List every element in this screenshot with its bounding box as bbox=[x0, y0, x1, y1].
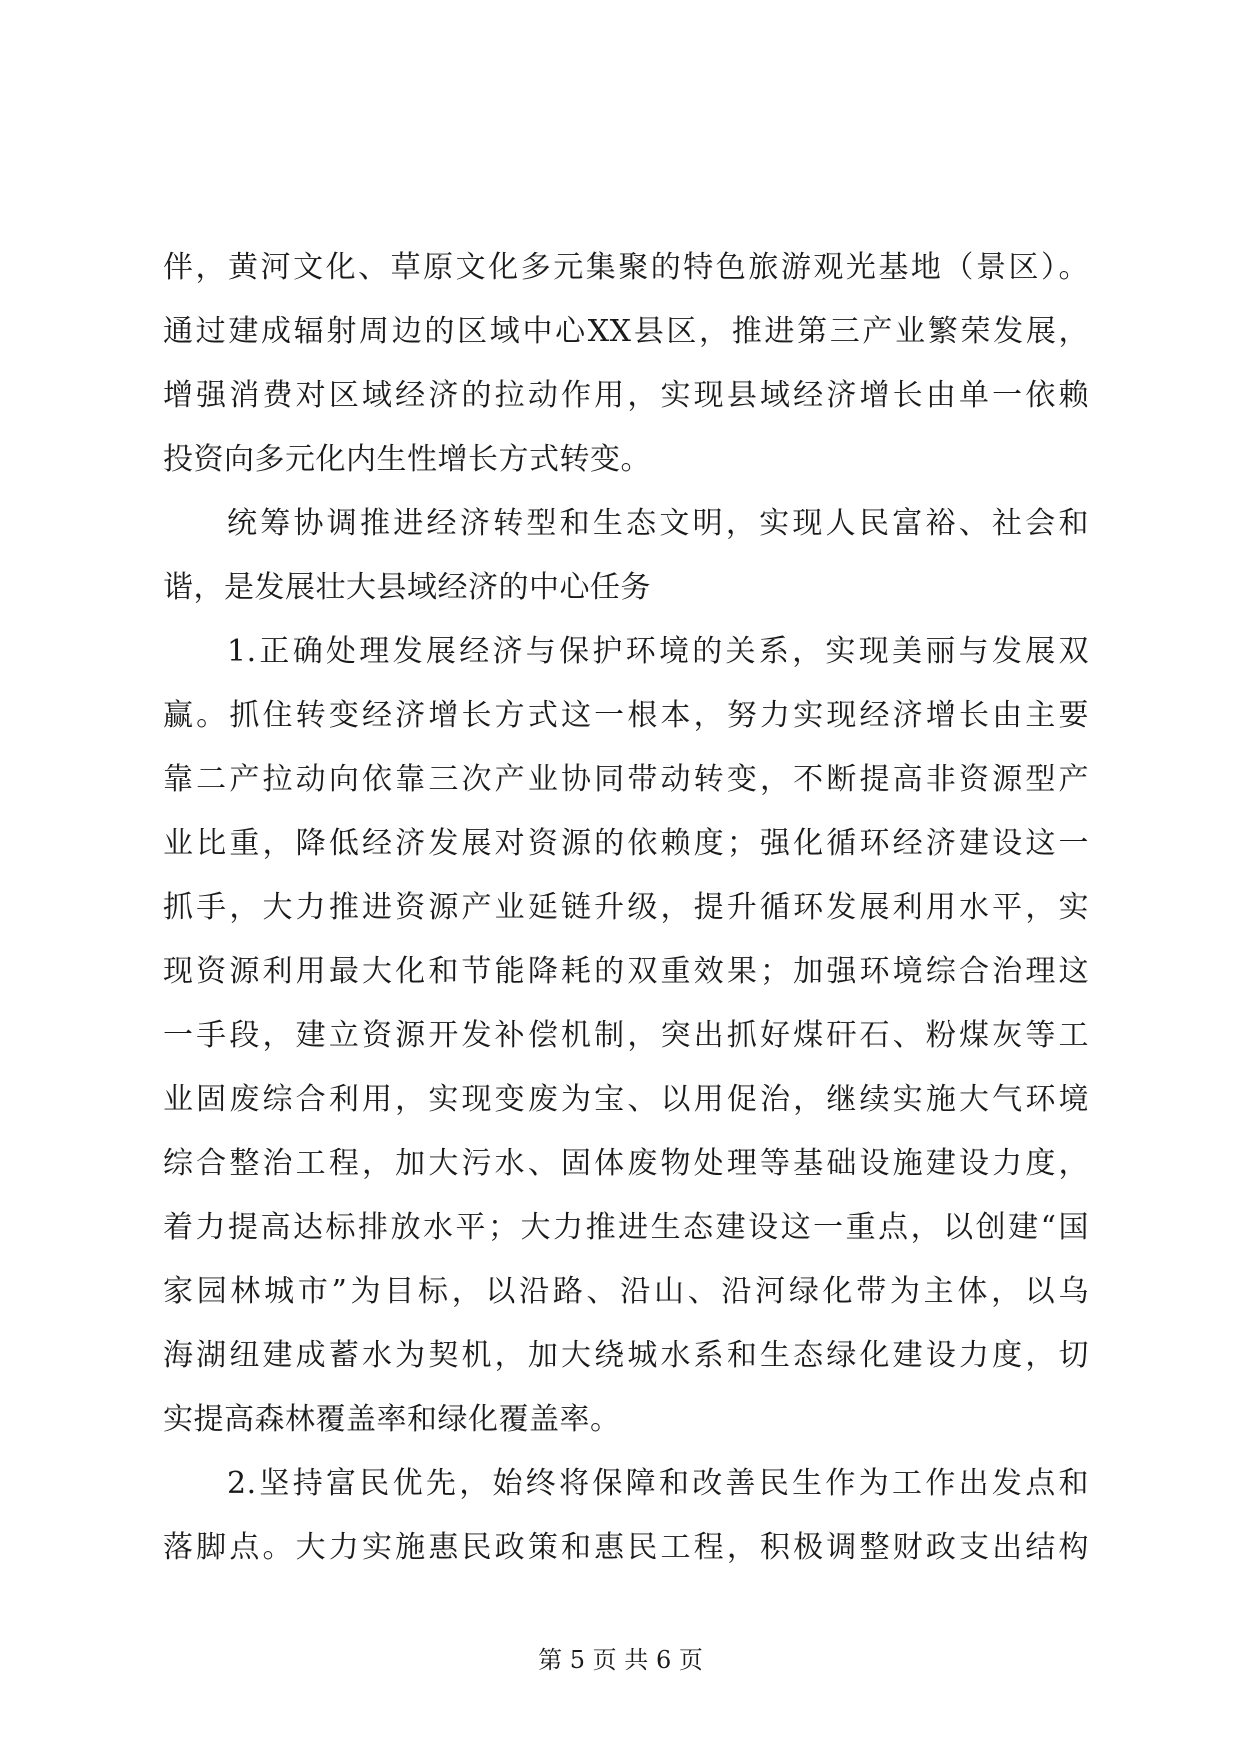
text-line: 统筹协调推进经济转型和生态文明，实现人民富裕、社会和 bbox=[227, 506, 1089, 541]
text-line: 家园林城市”为目标，以沿路、沿山、沿河绿化带为主体，以乌 bbox=[163, 1274, 1089, 1309]
text-line: 靠二产拉动向依靠三次产业协同带动转变，不断提高非资源型产 bbox=[163, 762, 1089, 797]
text-line: 业比重，降低经济发展对资源的依赖度；强化循环经济建设这一 bbox=[163, 826, 1089, 861]
text-line: 增强消费对区域经济的拉动作用，实现县域经济增长由单一依赖 bbox=[163, 378, 1089, 413]
text-line: 伴，黄河文化、草原文化多元集聚的特色旅游观光基地（景区）。 bbox=[163, 250, 1089, 285]
text-line: 通过建成辐射周边的区域中心XX县区，推进第三产业繁荣发展， bbox=[163, 314, 1089, 349]
text-line: 谐，是发展壮大县域经济的中心任务 bbox=[163, 570, 651, 605]
body-text bbox=[163, 236, 1089, 1580]
text-line: 现资源利用最大化和节能降耗的双重效果；加强环境综合治理这 bbox=[163, 954, 1089, 989]
text-line: 2.坚持富民优先，始终将保障和改善民生作为工作出发点和 bbox=[227, 1466, 1089, 1501]
text-line: 综合整治工程，加大污水、固体废物处理等基础设施建设力度， bbox=[163, 1146, 1089, 1181]
text-line: 业固废综合利用，实现变废为宝、以用促治，继续实施大气环境 bbox=[163, 1082, 1089, 1117]
text-line: 实提高森林覆盖率和绿化覆盖率。 bbox=[163, 1402, 621, 1437]
text-line: 一手段，建立资源开发补偿机制，突出抓好煤矸石、粉煤灰等工 bbox=[163, 1018, 1089, 1053]
text-line: 落脚点。大力实施惠民政策和惠民工程，积极调整财政支出结构 bbox=[163, 1530, 1089, 1565]
text-line: 抓手，大力推进资源产业延链升级，提升循环发展利用水平，实 bbox=[163, 890, 1089, 925]
text-line: 1.正确处理发展经济与保护环境的关系，实现美丽与发展双 bbox=[227, 634, 1089, 669]
text-line: 海湖纽建成蓄水为契机，加大绕城水系和生态绿化建设力度，切 bbox=[163, 1338, 1089, 1373]
page-number-footer: 第 5 页 共 6 页 bbox=[538, 1646, 703, 1674]
text-line: 着力提高达标排放水平；大力推进生态建设这一重点，以创建“国 bbox=[163, 1210, 1089, 1245]
text-line: 赢。抓住转变经济增长方式这一根本，努力实现经济增长由主要 bbox=[163, 698, 1089, 733]
text-line: 投资向多元化内生性增长方式转变。 bbox=[163, 442, 651, 477]
